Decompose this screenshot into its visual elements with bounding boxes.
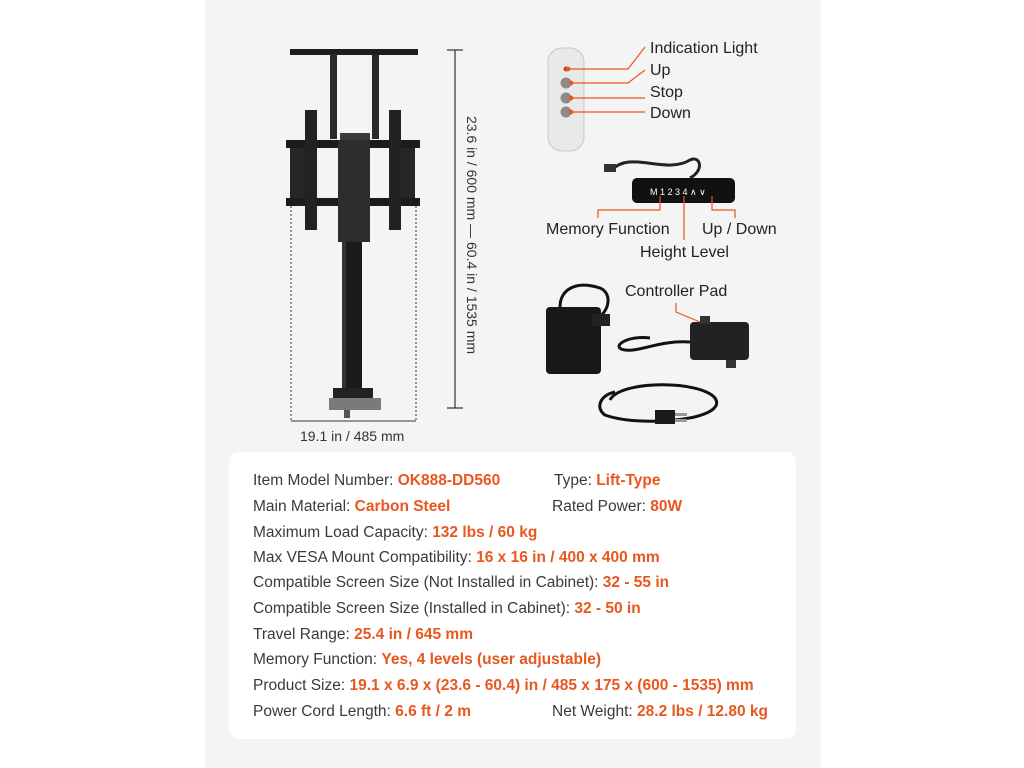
height-level-label: Height Level <box>640 244 729 261</box>
stop-label: Stop <box>650 84 683 101</box>
spec-weight: Net Weight: 28.2 lbs / 12.80 kg <box>552 703 768 720</box>
spec-memory: Memory Function: Yes, 4 levels (user adjustable) <box>253 651 602 668</box>
spec-size: Product Size: 19.1 x 6.9 x (23.6 - 60.4) in / 485 x 175 x (600 - 1535) mm <box>253 677 754 694</box>
height-dimension-label: 23.6 in / 600 mm — 60.4 in / 1535 mm <box>464 115 480 355</box>
spec-vesa: Max VESA Mount Compatibility: 16 x 16 in / 400 x 400 mm <box>253 549 660 566</box>
power-cord-image <box>600 385 717 424</box>
spec-cord: Power Cord Length: 6.6 ft / 2 m <box>253 703 471 720</box>
controller-pad-label: Controller Pad <box>625 283 728 300</box>
spec-load: Maximum Load Capacity: 132 lbs / 60 kg <box>253 524 538 541</box>
spec-screen-installed: Compatible Screen Size (Installed in Cabinet): 32 - 50 in <box>253 600 641 617</box>
spec-type: Type: Lift-Type <box>554 472 661 489</box>
spec-power: Rated Power: 80W <box>552 498 683 515</box>
spec-screen-not-installed: Compatible Screen Size (Not Installed in Cabinet): 32 - 55 in <box>253 574 670 591</box>
width-dimension-label: 19.1 in / 485 mm <box>300 428 405 444</box>
down-label: Down <box>650 105 691 122</box>
tv-lift-image <box>286 49 420 418</box>
keypad-image <box>604 159 735 203</box>
indication-light-label: Indication Light <box>650 40 758 57</box>
spec-material: Main Material: Carbon Steel <box>253 498 451 515</box>
keypad-display: M 1 2 3 4 ∧ ∨ <box>650 187 706 197</box>
power-adapter-image <box>546 285 610 374</box>
height-dimension <box>462 60 482 410</box>
spec-model: Item Model Number: OK888-DD560 <box>253 472 501 489</box>
remote-image <box>548 48 584 151</box>
memory-function-label: Memory Function <box>546 221 670 238</box>
specifications-card <box>229 452 796 739</box>
up-down-label: Up / Down <box>702 221 777 238</box>
controller-pad-image <box>619 316 749 368</box>
up-label: Up <box>650 62 671 79</box>
spec-travel: Travel Range: 25.4 in / 645 mm <box>253 626 473 643</box>
